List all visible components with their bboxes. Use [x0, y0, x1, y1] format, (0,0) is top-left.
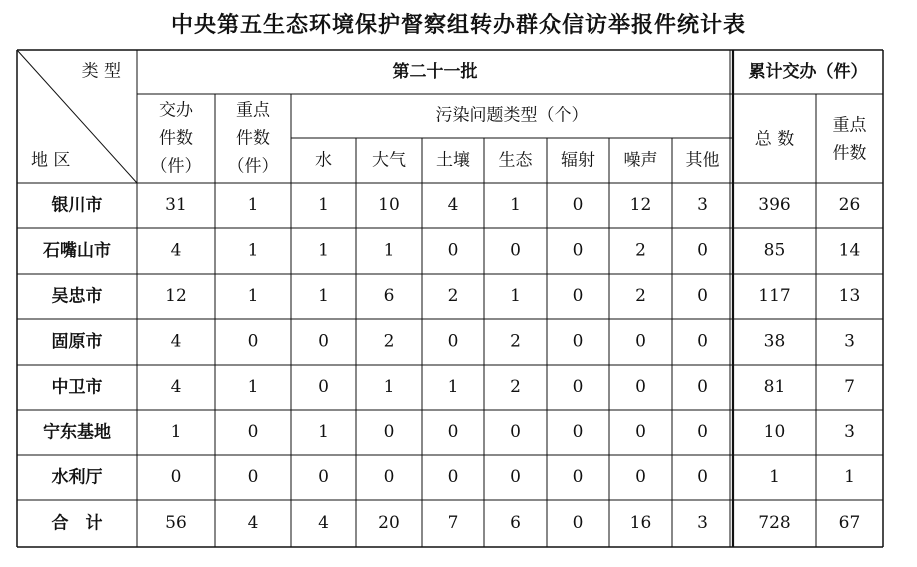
table-cell: 4 [170, 377, 182, 397]
pollution-type-header: 其他 [685, 150, 720, 171]
corner-region-label: 地 区 [31, 150, 71, 171]
table-cell: 1 [844, 467, 855, 487]
table-cell: 38 [763, 331, 786, 352]
table-cell: 1 [318, 422, 329, 442]
table-cell: 0 [247, 422, 259, 442]
pollution-type-header: 噪声 [623, 150, 658, 171]
table-cell: 0 [572, 331, 584, 352]
table-cell: 2 [447, 286, 459, 306]
table-cell: 2 [383, 331, 395, 352]
region-name: 宁东基地 [43, 422, 111, 443]
cumulative-total-header: 总 数 [754, 129, 795, 150]
assigned-count-header: 交办 [159, 100, 193, 121]
key-count-header: 重点 [236, 100, 270, 121]
table-cell: 0 [572, 195, 584, 215]
table-cell: 2 [510, 331, 521, 352]
table-cell: 0 [318, 467, 329, 487]
table-cell: 1 [769, 467, 780, 487]
table-cell: 1 [247, 195, 259, 215]
pollution-type-header: 辐射 [561, 150, 595, 171]
table-cell: 31 [165, 195, 187, 215]
table-cell: 0 [572, 422, 584, 442]
table-cell: 0 [697, 467, 708, 487]
table-title: 中央第五生态环境保护督察组转办群众信访举报件统计表 [170, 12, 746, 38]
table-cell: 1 [383, 377, 395, 397]
table-cell: 1 [318, 195, 329, 215]
table-cell: 1 [247, 240, 259, 261]
table-cell: 117 [758, 286, 791, 306]
table-cell: 0 [383, 467, 395, 487]
pollution-type-header: 生态 [498, 150, 533, 171]
table-cell: 1 [318, 240, 329, 261]
region-name: 吴忠市 [51, 286, 103, 307]
table-cell: 0 [697, 377, 708, 397]
table-cell: 1 [510, 195, 521, 215]
key-count-header: （件） [227, 156, 279, 177]
table-cell: 14 [838, 240, 861, 261]
table-cell: 1 [318, 286, 329, 306]
table-cell: 1 [383, 240, 395, 261]
table-cell: 1 [510, 286, 521, 306]
table-cell: 4 [170, 331, 182, 352]
table-cell: 6 [510, 513, 521, 533]
table-cell: 85 [763, 240, 786, 261]
table-cell: 4 [170, 240, 182, 261]
table-cell: 1 [170, 422, 182, 442]
table-cell: 2 [635, 240, 646, 261]
table-cell: 12 [165, 286, 187, 306]
table-cell: 0 [697, 286, 708, 306]
statistics-table [17, 50, 883, 550]
pollution-type-header: 土壤 [436, 150, 470, 171]
table-cell: 3 [697, 195, 708, 215]
table-cell: 0 [383, 422, 395, 442]
assigned-count-header: （件） [150, 156, 202, 177]
table-cell: 1 [447, 377, 459, 397]
table-cell: 0 [572, 286, 584, 306]
pollution-type-header: 大气 [372, 150, 406, 171]
cumulative-key-header: 件数 [832, 143, 867, 164]
table-cell: 13 [838, 286, 861, 306]
table-cell: 0 [635, 467, 646, 487]
pollution-group-header: 污染问题类型（个） [435, 105, 589, 126]
table-cell: 1 [247, 286, 259, 306]
region-name: 石嘴山市 [43, 241, 111, 261]
region-name: 银川市 [51, 195, 103, 216]
table-cell: 0 [247, 331, 259, 352]
cumulative-label: 累计交办（件） [748, 62, 868, 82]
table-cell: 0 [318, 331, 329, 352]
table-cell: 728 [758, 513, 791, 533]
assigned-count-header: 件数 [159, 128, 193, 149]
table-cell: 16 [629, 513, 652, 533]
table-cell: 10 [763, 422, 786, 442]
table-grid [17, 50, 883, 550]
table-cell: 4 [447, 195, 459, 215]
table-cell: 0 [635, 422, 646, 442]
table-cell: 0 [510, 467, 521, 487]
table-cell: 0 [447, 422, 459, 442]
table-cell: 0 [697, 240, 708, 261]
table-cell: 2 [635, 286, 646, 306]
table-cell: 4 [247, 513, 259, 533]
table-cell: 12 [629, 195, 652, 215]
table-cell: 0 [572, 377, 584, 397]
table-cell: 7 [844, 377, 855, 397]
table-cell: 0 [247, 467, 259, 487]
table-cell: 0 [318, 377, 329, 397]
table-cell: 2 [510, 377, 521, 397]
region-name: 合 计 [51, 513, 103, 534]
table-cell: 0 [697, 422, 708, 442]
cumulative-key-header: 重点 [832, 115, 867, 136]
region-name: 中卫市 [51, 377, 103, 398]
table-cell: 3 [844, 331, 855, 352]
corner-type-label: 类 型 [81, 61, 121, 82]
key-count-header: 件数 [236, 128, 270, 149]
table-cell: 3 [697, 513, 708, 533]
table-cell: 396 [758, 195, 791, 215]
table-cell: 81 [763, 377, 786, 397]
table-cell: 0 [572, 240, 584, 261]
table-cell: 0 [572, 467, 584, 487]
table-cell: 0 [447, 467, 459, 487]
table-cell: 0 [572, 513, 584, 533]
table-cell: 3 [844, 422, 855, 442]
table-cell: 10 [378, 195, 400, 215]
table-cell: 4 [318, 513, 329, 533]
pollution-type-header: 水 [315, 150, 332, 171]
table-cell: 0 [447, 240, 459, 261]
table-cell: 1 [247, 377, 259, 397]
region-name: 水利厅 [51, 467, 103, 488]
table-cell: 0 [510, 240, 521, 261]
batch-label: 第二十一批 [392, 62, 478, 82]
table-cell: 20 [378, 513, 400, 533]
table-cell: 6 [383, 286, 395, 306]
table-cell: 67 [838, 513, 861, 533]
table-cell: 0 [170, 467, 182, 487]
table-cell: 7 [447, 513, 459, 533]
table-cell: 0 [697, 331, 708, 352]
table-cell: 0 [510, 422, 521, 442]
table-cell: 56 [165, 513, 187, 533]
region-name: 固原市 [51, 332, 103, 352]
table-cell: 0 [447, 331, 459, 352]
table-cell: 26 [838, 195, 861, 215]
table-cell: 0 [635, 331, 646, 352]
table-cell: 0 [635, 377, 646, 397]
